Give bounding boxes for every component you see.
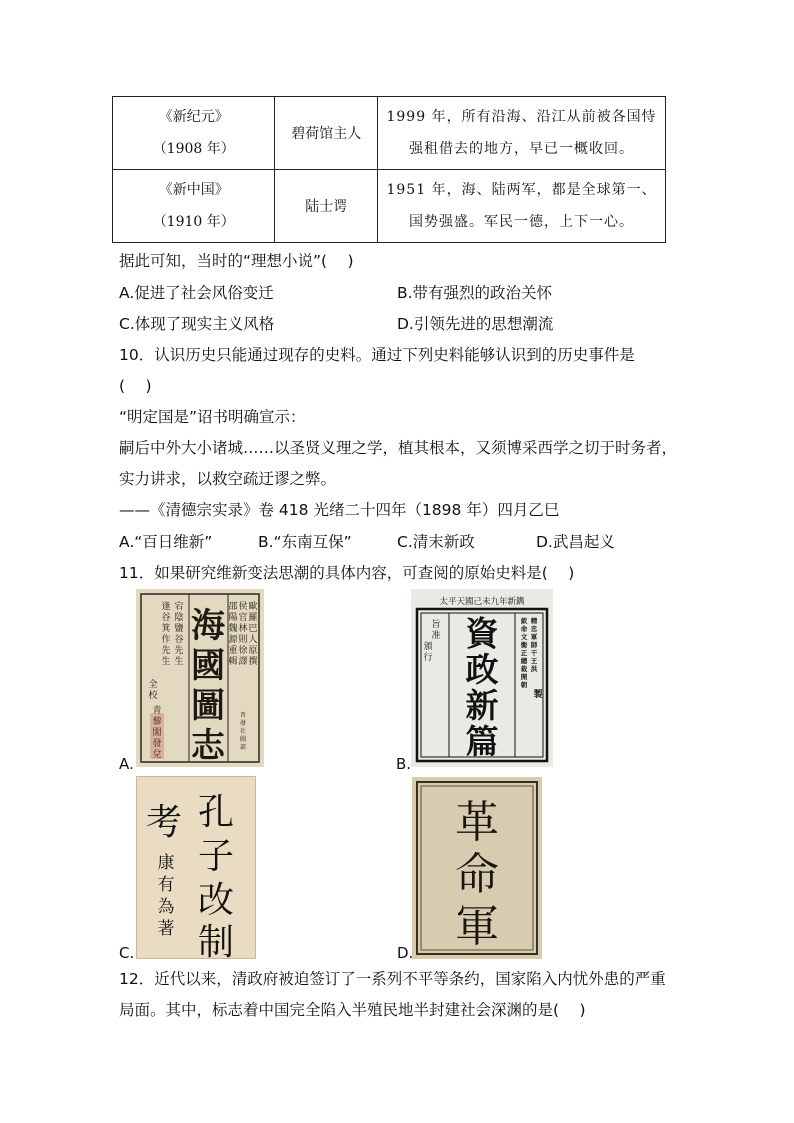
svg-text:為: 為 bbox=[157, 897, 175, 917]
q10-stem: 10．认识历史只能通过现存的史料。通过下列史料能够认识到的历史事件是 bbox=[119, 346, 635, 364]
table-row bbox=[113, 170, 666, 243]
source-table bbox=[112, 96, 666, 243]
svg-text:官: 官 bbox=[238, 613, 248, 623]
cover-a-small-text: 逢 bbox=[161, 602, 171, 612]
q9-option-a[interactable]: A.促进了社会风俗变迁 bbox=[119, 284, 274, 302]
q10-quote-line: 嗣后中外大小诸城……以圣贤义理之学，植其根本，又须博采西学之切于时务者， bbox=[119, 439, 678, 457]
q11-image-b bbox=[411, 589, 553, 767]
cover-a-title-char: 海 bbox=[191, 606, 225, 646]
svg-text:著: 著 bbox=[157, 919, 175, 939]
svg-text:魏: 魏 bbox=[228, 624, 238, 634]
q10-option-c[interactable]: C.清末新政 bbox=[397, 533, 475, 551]
svg-text:精: 精 bbox=[530, 617, 538, 625]
q11-image-d bbox=[412, 777, 542, 959]
table-row bbox=[113, 97, 666, 170]
svg-text:先: 先 bbox=[174, 646, 184, 656]
svg-text:干: 干 bbox=[530, 649, 538, 657]
q9-stem: 据此可知，当时的“理想小说”( ) bbox=[119, 252, 354, 270]
cover-c-title-char: 制 bbox=[197, 922, 235, 959]
cover-b-side-text: 旨 bbox=[431, 620, 441, 630]
svg-text:鹽: 鹽 bbox=[174, 624, 184, 634]
svg-text:軍: 軍 bbox=[530, 633, 538, 641]
svg-text:徐: 徐 bbox=[238, 646, 248, 656]
svg-text:製: 製 bbox=[533, 690, 543, 700]
svg-text:谷: 谷 bbox=[161, 613, 171, 623]
svg-text:陰: 陰 bbox=[174, 613, 184, 623]
svg-text:發: 發 bbox=[152, 739, 162, 749]
cover-c-title-char: 考 bbox=[145, 802, 183, 843]
cover-b-top-text: 太平天國己未九年新鐫 bbox=[439, 597, 525, 607]
svg-text:文: 文 bbox=[520, 633, 528, 641]
cover-b-side-text: 欽 bbox=[520, 617, 528, 625]
cover-a-small-text: 青 bbox=[152, 706, 162, 716]
svg-text:忠: 忠 bbox=[530, 625, 538, 633]
svg-text:命: 命 bbox=[520, 625, 528, 633]
svg-text:譯: 譯 bbox=[238, 657, 248, 667]
svg-text:箕: 箕 bbox=[161, 624, 171, 634]
q11-label-b[interactable]: B. bbox=[396, 755, 412, 773]
q10-option-a[interactable]: A.“百日维新” bbox=[119, 533, 213, 551]
cover-a-small-text: 侯 bbox=[238, 602, 248, 612]
svg-text:衡: 衡 bbox=[520, 641, 528, 649]
svg-text:源: 源 bbox=[228, 635, 238, 645]
svg-text:洪: 洪 bbox=[530, 665, 538, 673]
q10-option-b[interactable]: B.“东南互保” bbox=[258, 533, 352, 551]
q9-option-b[interactable]: B.带有强烈的政治关怀 bbox=[397, 284, 553, 302]
q10-stem-bracket: ( ) bbox=[119, 377, 152, 395]
svg-text:朝: 朝 bbox=[520, 681, 528, 689]
svg-text:閣: 閣 bbox=[152, 728, 162, 738]
q9-option-d[interactable]: D.引领先进的思想潮流 bbox=[397, 315, 554, 333]
cover-a-title-char: 國 bbox=[191, 646, 225, 686]
svg-text:谷: 谷 bbox=[174, 635, 184, 645]
svg-text:生: 生 bbox=[174, 657, 184, 667]
cover-a-title-char: 志 bbox=[191, 726, 225, 766]
q10-option-d[interactable]: D.武昌起义 bbox=[536, 533, 615, 551]
svg-text:總: 總 bbox=[520, 657, 528, 665]
svg-text:人: 人 bbox=[248, 635, 258, 645]
svg-text:正: 正 bbox=[520, 649, 528, 657]
svg-text:發: 發 bbox=[239, 720, 247, 727]
q10-quote-line: 实力讲求，以救空疏迂谬之弊。 bbox=[119, 470, 337, 488]
svg-text:裁: 裁 bbox=[520, 665, 528, 673]
svg-text:原: 原 bbox=[248, 646, 258, 656]
cover-b-title-char: 新 bbox=[465, 686, 499, 725]
q12-stem: 12．近代以来，清政府被迫签订了一系列不平等条约，国家陷入内忧外患的严重 bbox=[119, 970, 666, 988]
table-cell-author: 陆士谔 bbox=[275, 170, 378, 243]
svg-text:先: 先 bbox=[161, 646, 171, 656]
q12-stem-line2: 局面。其中，标志着中国完全陷入半殖民地半封建社会深渊的是( ) bbox=[119, 1001, 586, 1019]
cover-a-small-text: 宕 bbox=[174, 602, 184, 612]
svg-text:輯: 輯 bbox=[228, 657, 238, 667]
cover-a-small-text: 邵 bbox=[228, 602, 238, 612]
svg-text:王: 王 bbox=[530, 657, 538, 665]
svg-text:部: 部 bbox=[239, 744, 247, 751]
svg-text:藜: 藜 bbox=[152, 717, 162, 727]
cover-d-title-char: 命 bbox=[455, 849, 499, 900]
svg-text:有: 有 bbox=[157, 875, 175, 895]
table-cell-author: 碧荷馆主人 bbox=[275, 97, 378, 170]
cover-b-title-char: 篇 bbox=[465, 722, 499, 761]
cover-d-title-char: 革 bbox=[455, 797, 499, 848]
cover-b-title-char: 政 bbox=[465, 650, 499, 689]
cover-a-small-text: 晋 bbox=[239, 712, 247, 719]
svg-text:撰: 撰 bbox=[248, 657, 258, 667]
table-cell-content: 1951 年，海、陆两军，都是全球第一、 国势强盛。军民一德，上下一心。 bbox=[378, 170, 666, 243]
svg-text:羅: 羅 bbox=[248, 613, 258, 623]
cover-a-title-char: 圖 bbox=[191, 686, 225, 726]
svg-text:頒: 頒 bbox=[423, 642, 433, 652]
svg-text:陽: 陽 bbox=[228, 613, 238, 623]
cover-a-small-text: 歐 bbox=[248, 602, 258, 612]
cover-c-title-char: 改 bbox=[197, 880, 235, 921]
cover-c-title-char: 子 bbox=[197, 836, 235, 877]
q11-stem: 11．如果研究维新变法思潮的具体内容，可查阅的原始史料是( ) bbox=[119, 564, 575, 582]
svg-text:重: 重 bbox=[228, 646, 238, 656]
svg-text:校: 校 bbox=[148, 691, 158, 701]
svg-text:林: 林 bbox=[238, 624, 248, 634]
svg-text:圖: 圖 bbox=[239, 736, 247, 743]
q11-image-a bbox=[136, 589, 264, 767]
table-cell-title: 《新中国》 （1910 年） bbox=[113, 170, 275, 243]
cover-b-title-char: 資 bbox=[465, 614, 499, 653]
svg-text:生: 生 bbox=[161, 657, 171, 667]
q11-image-c bbox=[136, 776, 256, 959]
svg-text:作: 作 bbox=[161, 635, 171, 645]
q10-source: ——《清德宗实录》卷 418 光绪二十四年（1898 年）四月乙巳 bbox=[119, 501, 560, 519]
svg-text:兌: 兌 bbox=[152, 750, 162, 760]
q10-quote-intro: “明定国是”诏书明确宣示： bbox=[119, 408, 306, 426]
q9-option-c[interactable]: C.体现了现实主义风格 bbox=[119, 315, 275, 333]
cover-c-author-char: 康 bbox=[157, 853, 175, 873]
q11-label-d[interactable]: D. bbox=[397, 944, 414, 962]
svg-text:師: 師 bbox=[530, 641, 538, 649]
q11-label-c[interactable]: C. bbox=[119, 944, 135, 962]
cover-a-small-text: 全 bbox=[148, 680, 158, 690]
svg-text:開: 開 bbox=[520, 673, 528, 681]
svg-text:行: 行 bbox=[423, 653, 433, 663]
table-cell-content: 1999 年，所有沿海、沿江从前被各国恃 强租借去的地方，早已一概收回。 bbox=[378, 97, 666, 170]
svg-text:社: 社 bbox=[239, 728, 247, 735]
svg-text:則: 則 bbox=[238, 635, 248, 645]
q11-label-a[interactable]: A. bbox=[119, 755, 134, 773]
svg-text:准: 准 bbox=[431, 631, 441, 641]
svg-text:巴: 巴 bbox=[248, 624, 258, 634]
table-cell-title: 《新纪元》 （1908 年） bbox=[113, 97, 275, 170]
cover-c-title-char: 孔 bbox=[197, 792, 235, 833]
cover-d-title-char: 軍 bbox=[455, 901, 499, 952]
